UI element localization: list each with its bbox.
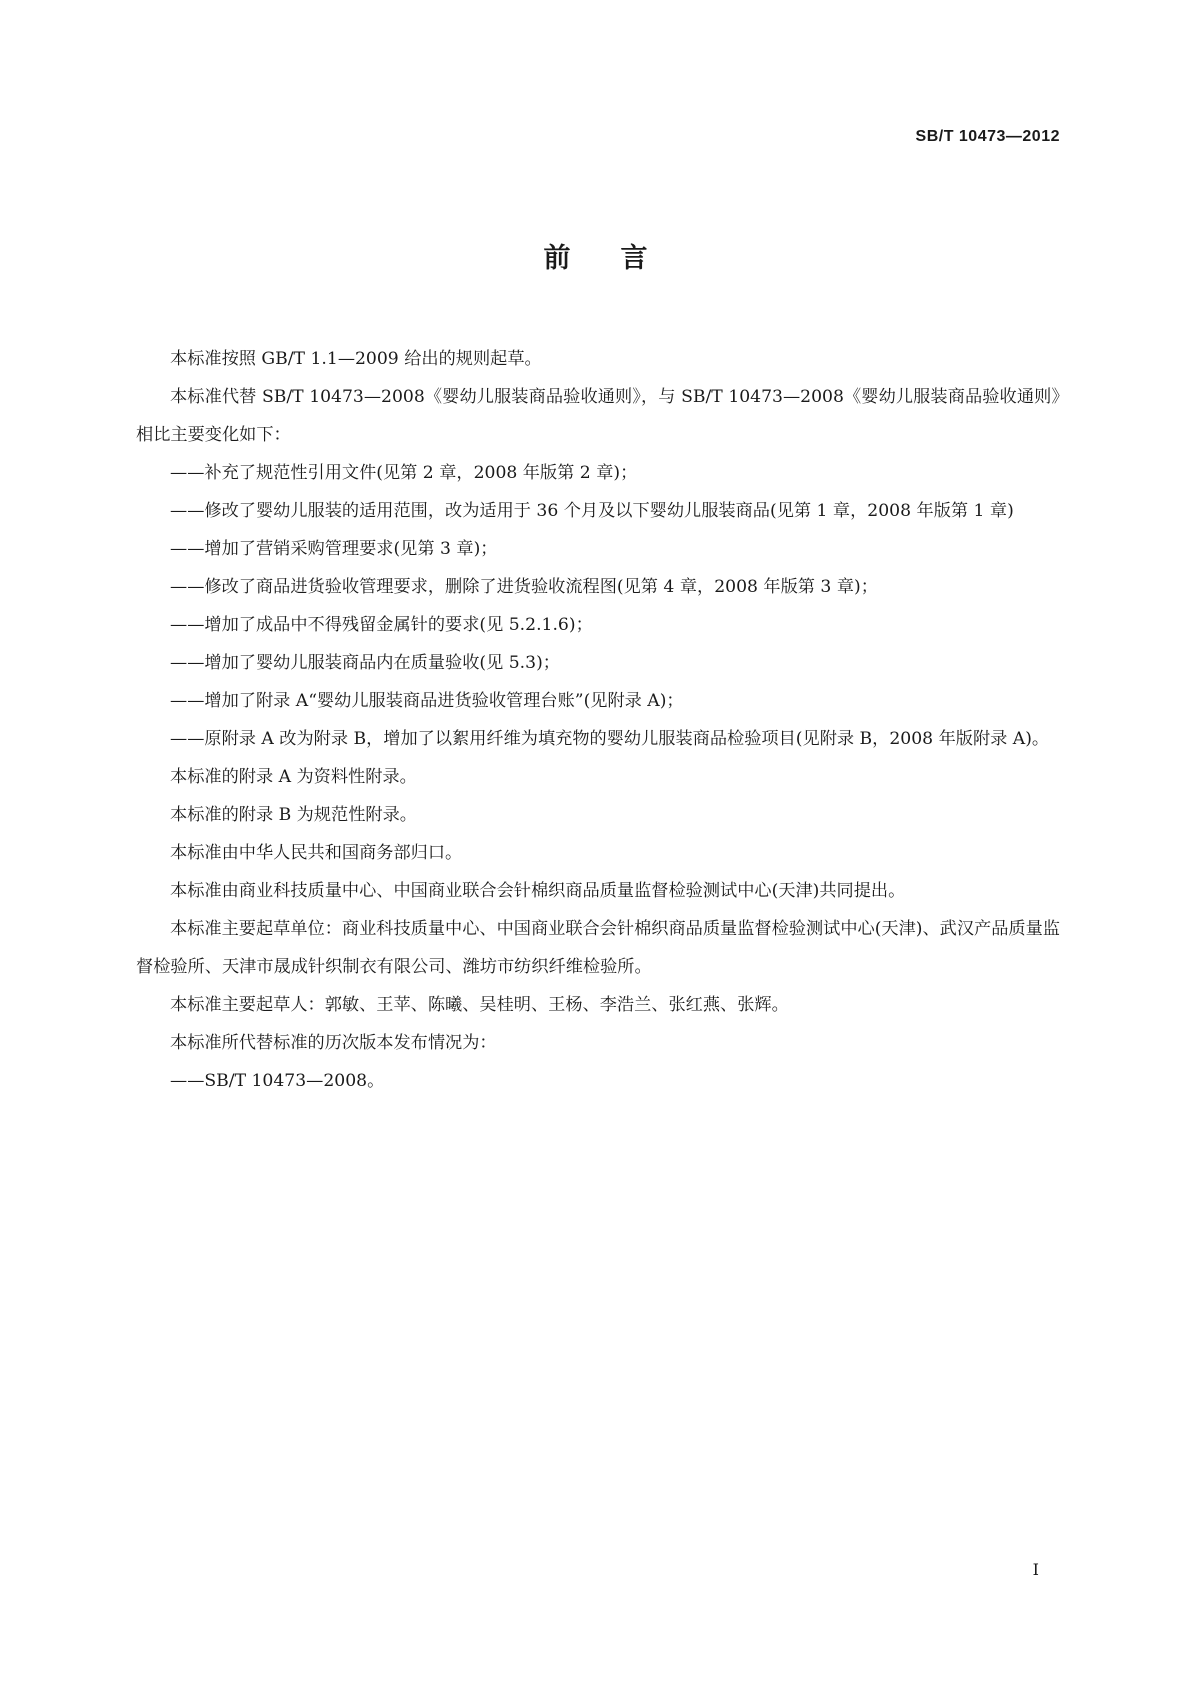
page-number: I: [1032, 1560, 1039, 1579]
change-item: ——原附录 A 改为附录 B，增加了以絮用纤维为填充物的婴幼儿服装商品检验项目(见附录 B，2008 年版附录 A)。: [170, 729, 1050, 749]
change-item: ——修改了婴幼儿服装的适用范围，改为适用于 36 个月及以下婴幼儿服装商品(见第 1 章，2008 年版第 1 章): [170, 501, 1014, 521]
page-title: 前言: [543, 243, 698, 274]
change-item: ——补充了规范性引用文件(见第 2 章，2008 年版第 2 章)；: [170, 463, 638, 483]
paragraph-drafters: 本标准主要起草人：郭敏、王苹、陈曦、吴桂明、王杨、李浩兰、张红燕、张辉。: [170, 995, 789, 1015]
change-item: ——增加了附录 A“婴幼儿服装商品进货验收管理台账”(见附录 A)；: [170, 691, 684, 711]
paragraph-version-history: 本标准所代替标准的历次版本发布情况为：: [170, 1033, 497, 1053]
change-item: ——增加了营销采购管理要求(见第 3 章)；: [170, 539, 498, 559]
foreword-body: [136, 340, 1060, 1100]
paragraph-proposed-by: 本标准由商业科技质量中心、中国商业联合会针棉织商品质量监督检验测试中心(天津)共同提出。: [170, 881, 906, 901]
paragraph-drafting-units: 本标准主要起草单位：商业科技质量中心、中国商业联合会针棉织商品质量监督检验测试中心(天津)、武汉产品质量监督检验所、天津市晟成针织制衣有限公司、潍坊市纺织纤维检验所。: [136, 919, 1060, 977]
paragraph-administered-by: 本标准由中华人民共和国商务部归口。: [170, 843, 463, 863]
paragraph-appendix-a: 本标准的附录 A 为资料性附录。: [170, 767, 417, 787]
previous-version-item: ——SB/T 10473—2008。: [170, 1071, 385, 1091]
change-item: ——增加了成品中不得残留金属针的要求(见 5.2.1.6)；: [170, 615, 593, 635]
change-item: ——增加了婴幼儿服装商品内在质量验收(见 5.3)；: [170, 653, 560, 673]
standard-code: SB/T 10473—2012: [915, 128, 1060, 145]
paragraph-replacement: 本标准代替 SB/T 10473—2008《婴幼儿服装商品验收通则》，与 SB/T 10473—2008《婴幼儿服装商品验收通则》相比主要变化如下：: [136, 387, 1060, 445]
paragraph-appendix-b: 本标准的附录 B 为规范性附录。: [170, 805, 417, 825]
change-item: ——修改了商品进货验收管理要求，删除了进货验收流程图(见第 4 章，2008 年版第 3 章)；: [170, 577, 878, 597]
paragraph-drafting-rules: 本标准按照 GB/T 1.1—2009 给出的规则起草。: [170, 349, 542, 369]
